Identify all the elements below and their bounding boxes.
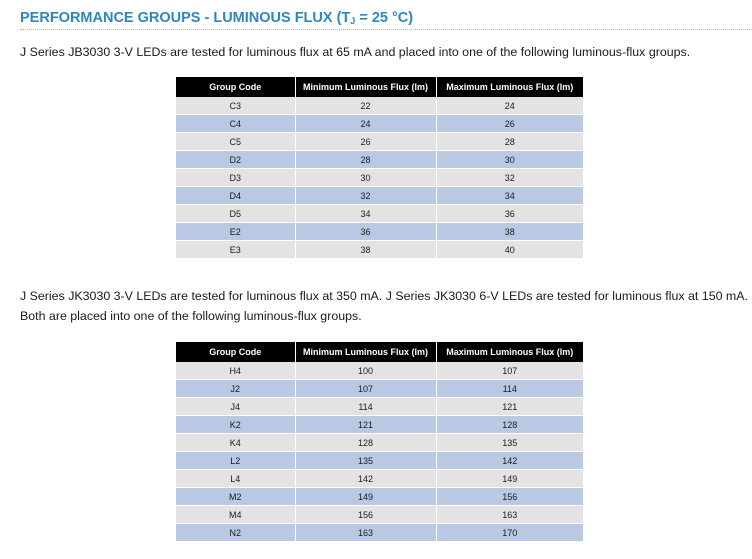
cell-min-flux: 149 (295, 488, 436, 506)
table-row (176, 506, 583, 524)
cell-max-flux: 107 (436, 362, 583, 380)
cell-max-flux: 156 (436, 488, 583, 506)
table-row (176, 169, 583, 187)
table-row (176, 97, 583, 115)
table-row (176, 434, 583, 452)
cell-min-flux: 135 (295, 452, 436, 470)
cell-max-flux: 149 (436, 470, 583, 488)
heading-text: PERFORMANCE GROUPS - LUMINOUS FLUX (T (20, 10, 351, 26)
header-group-code: Group Code (176, 342, 295, 362)
header-min-flux: Minimum Luminous Flux (lm) (295, 342, 436, 362)
cell-group-code: H4 (176, 362, 295, 380)
cell-max-flux: 34 (436, 187, 583, 205)
cell-max-flux: 28 (436, 133, 583, 151)
intro-paragraph-1: J Series JB3030 3-V LEDs are tested for luminous flux at 65 mA and placed into one of the following luminous-flux groups. (20, 45, 691, 59)
table-row (176, 398, 583, 416)
cell-group-code: L4 (176, 470, 295, 488)
cell-min-flux: 38 (295, 241, 436, 259)
cell-min-flux: 142 (295, 470, 436, 488)
cell-group-code: D3 (176, 169, 295, 187)
cell-group-code: J4 (176, 398, 295, 416)
cell-group-code: C4 (176, 115, 295, 133)
cell-group-code: K4 (176, 434, 295, 452)
cell-min-flux: 32 (295, 187, 436, 205)
cell-max-flux: 32 (436, 169, 583, 187)
cell-max-flux: 121 (436, 398, 583, 416)
cell-group-code: N2 (176, 524, 295, 542)
table-row (176, 452, 583, 470)
cell-group-code: M4 (176, 506, 295, 524)
cell-group-code: D2 (176, 151, 295, 169)
cell-group-code: D4 (176, 187, 295, 205)
cell-max-flux: 114 (436, 380, 583, 398)
table-row (176, 223, 583, 241)
table-row (176, 187, 583, 205)
header-max-flux: Maximum Luminous Flux (lm) (436, 77, 583, 97)
cell-min-flux: 24 (295, 115, 436, 133)
cell-max-flux: 36 (436, 205, 583, 223)
table-header-row (176, 77, 583, 97)
cell-min-flux: 156 (295, 506, 436, 524)
table-row (176, 115, 583, 133)
heading-subscript: J (350, 16, 356, 26)
table-row (176, 380, 583, 398)
table-row (176, 241, 583, 259)
cell-min-flux: 26 (295, 133, 436, 151)
cell-max-flux: 40 (436, 241, 583, 259)
cell-max-flux: 142 (436, 452, 583, 470)
cell-min-flux: 128 (295, 434, 436, 452)
flux-groups-table-1 (176, 77, 583, 259)
cell-min-flux: 100 (295, 362, 436, 380)
table-header-row (176, 342, 583, 362)
cell-max-flux: 170 (436, 524, 583, 542)
table-row (176, 416, 583, 434)
cell-min-flux: 22 (295, 97, 436, 115)
header-max-flux: Maximum Luminous Flux (lm) (436, 342, 583, 362)
cell-min-flux: 34 (295, 205, 436, 223)
cell-min-flux: 28 (295, 151, 436, 169)
header-min-flux: Minimum Luminous Flux (lm) (295, 77, 436, 97)
cell-max-flux: 38 (436, 223, 583, 241)
cell-max-flux: 26 (436, 115, 583, 133)
cell-min-flux: 121 (295, 416, 436, 434)
table-row (176, 362, 583, 380)
cell-max-flux: 135 (436, 434, 583, 452)
cell-group-code: L2 (176, 452, 295, 470)
header-group-code: Group Code (176, 77, 295, 97)
cell-min-flux: 114 (295, 398, 436, 416)
table-row (176, 151, 583, 169)
table-row (176, 205, 583, 223)
table-row (176, 524, 583, 542)
cell-max-flux: 24 (436, 97, 583, 115)
cell-group-code: C5 (176, 133, 295, 151)
table-row (176, 470, 583, 488)
table-row (176, 488, 583, 506)
table-row (176, 133, 583, 151)
cell-group-code: E2 (176, 223, 295, 241)
cell-max-flux: 128 (436, 416, 583, 434)
cell-max-flux: 163 (436, 506, 583, 524)
cell-group-code: M2 (176, 488, 295, 506)
cell-max-flux: 30 (436, 151, 583, 169)
cell-group-code: C3 (176, 97, 295, 115)
cell-group-code: D5 (176, 205, 295, 223)
cell-group-code: E3 (176, 241, 295, 259)
cell-min-flux: 30 (295, 169, 436, 187)
flux-groups-table-2 (176, 342, 583, 542)
cell-group-code: K2 (176, 416, 295, 434)
cell-min-flux: 107 (295, 380, 436, 398)
heading-suffix: = 25 °C) (355, 10, 414, 26)
cell-min-flux: 163 (295, 524, 436, 542)
cell-group-code: J2 (176, 380, 295, 398)
intro-paragraph-2: J Series JK3030 3-V LEDs are tested for luminous flux at 350 mA. J Series JK3030 6-V LEDs are tested for luminous flux at 150 mA. Both are placed into one of the following luminous-flux groups. (20, 289, 748, 323)
section-heading (20, 10, 752, 30)
cell-min-flux: 36 (295, 223, 436, 241)
